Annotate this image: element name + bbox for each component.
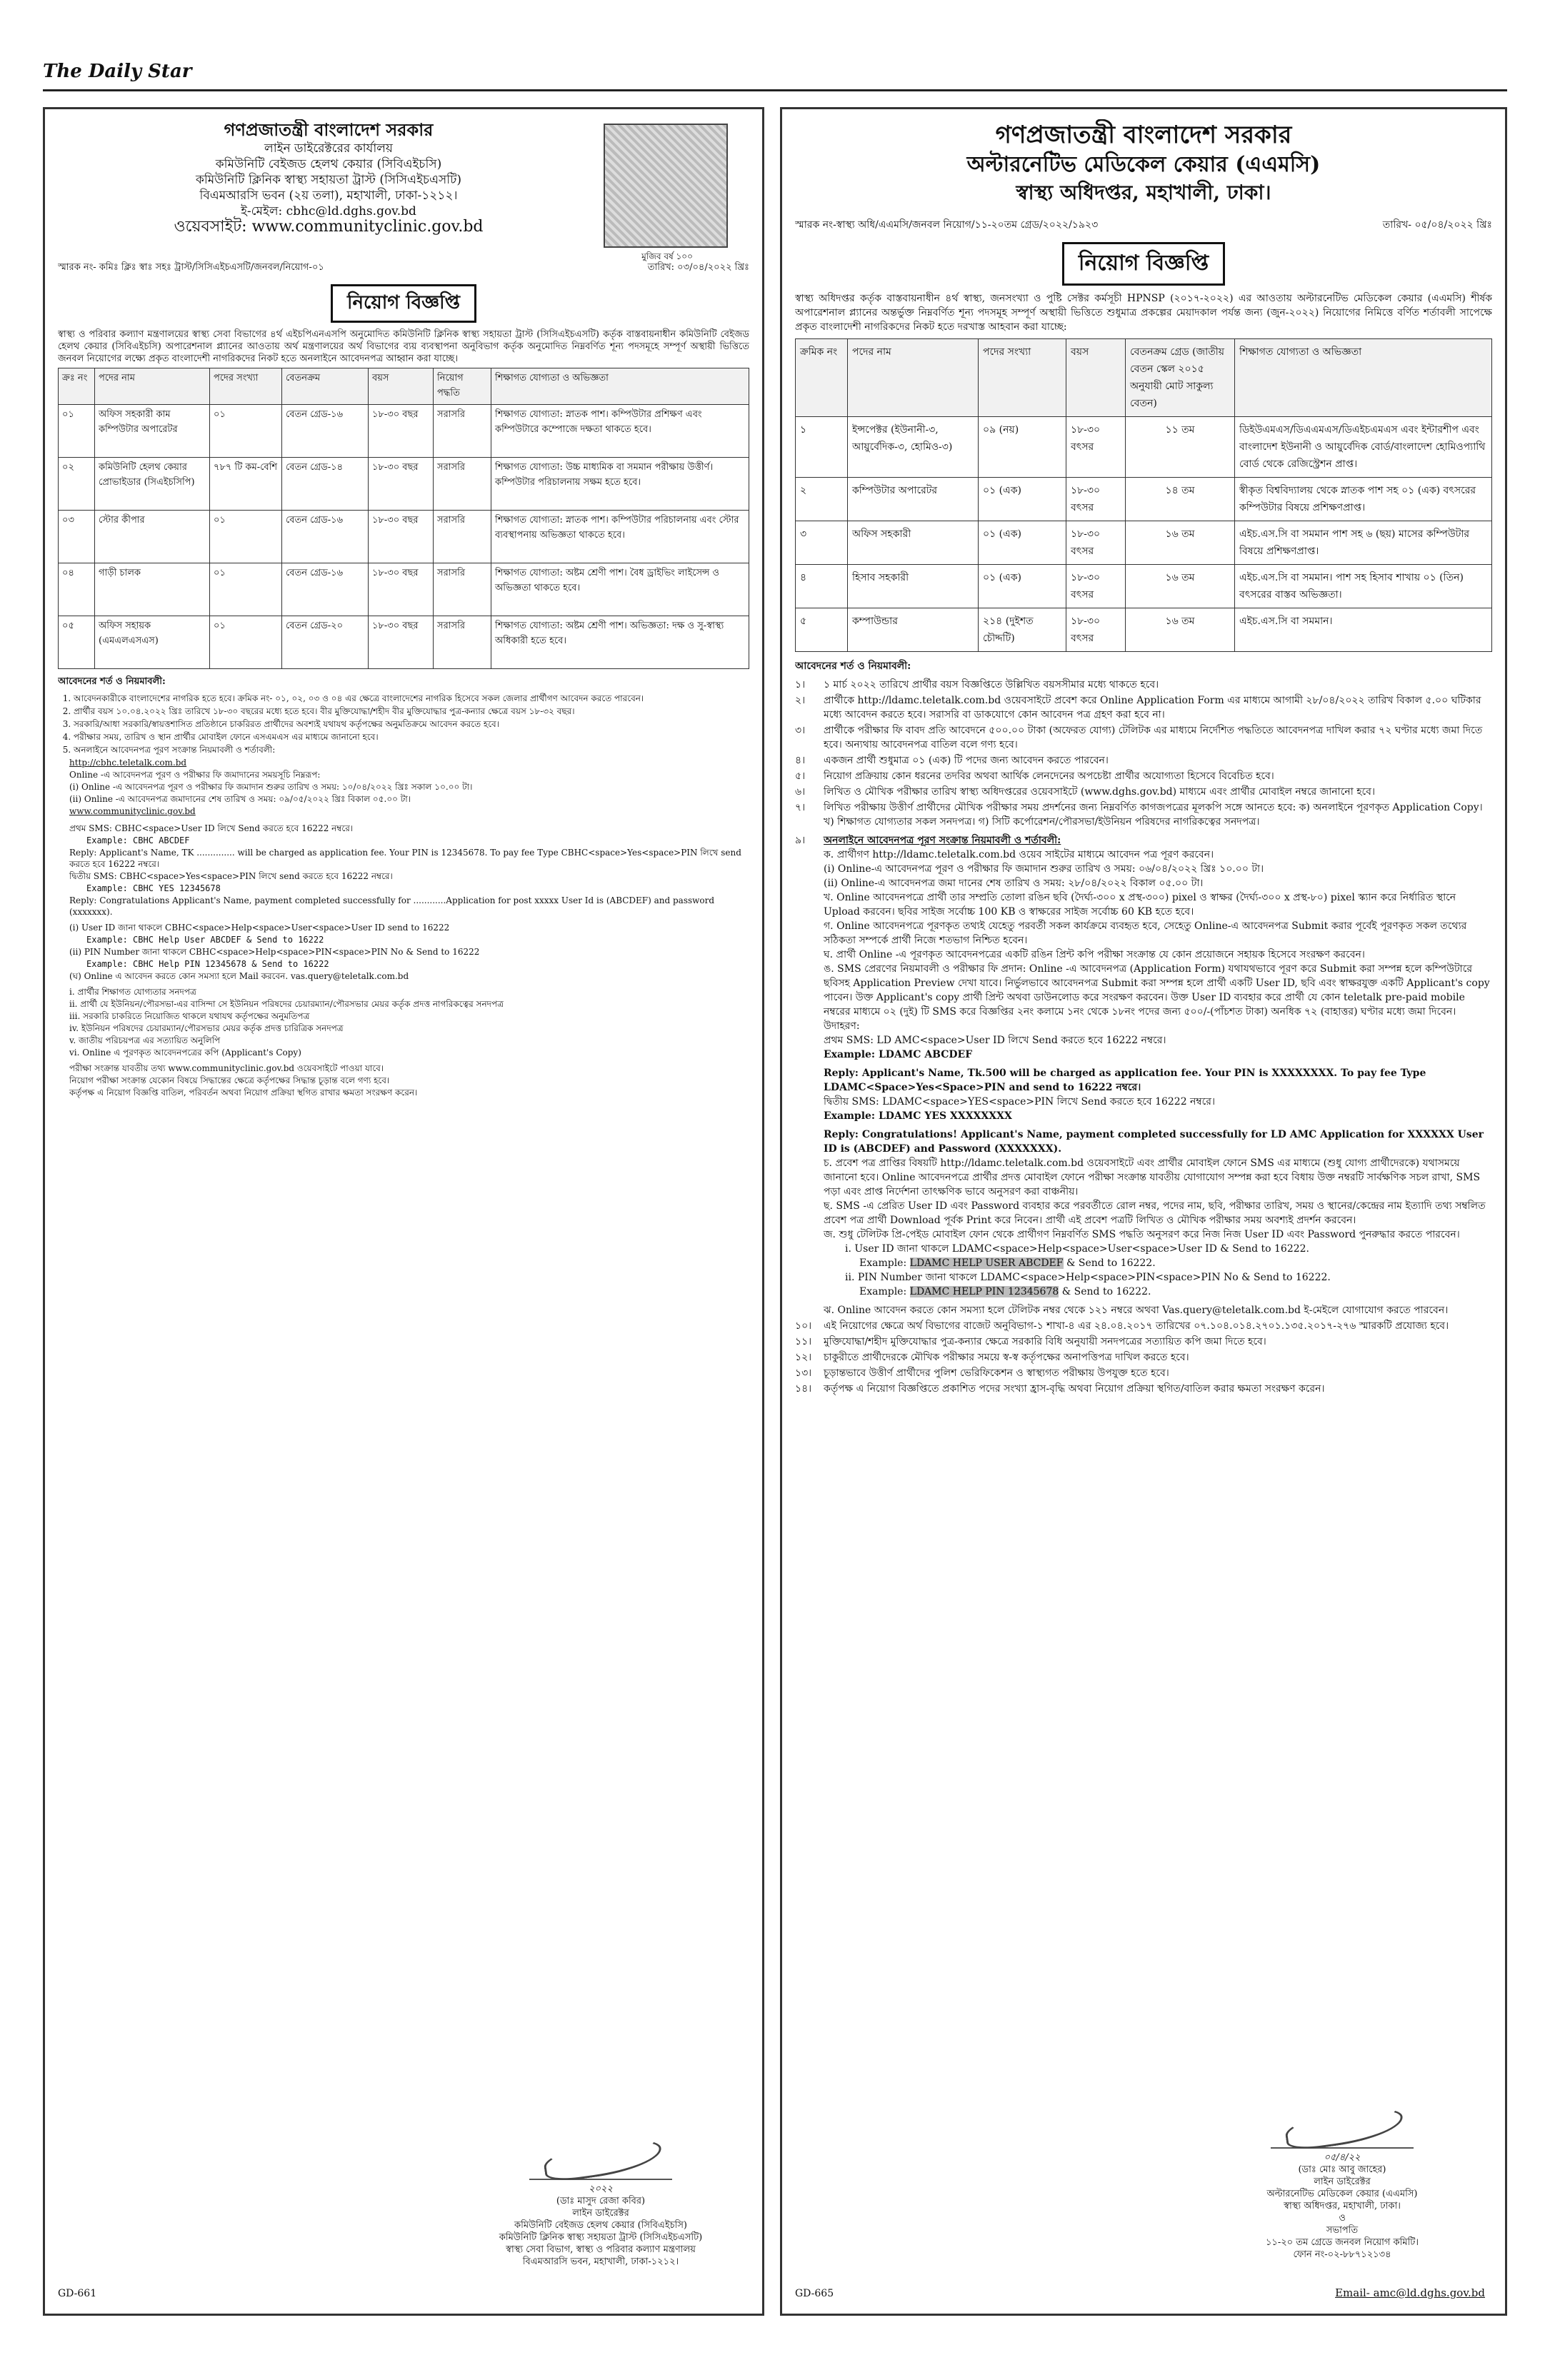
left-advertisement — [43, 107, 764, 2316]
sig-date: ২০২২ — [589, 2184, 613, 2194]
item-text: প্রার্থীকে http://ldamc.teletalk.com.bd ওয়েবসাইটে প্রবেশ করে Online Application Form এর মাধ্যমে আগামী ২৮/০৪/২০২২ তারিখ বিকাল ৫.০০ ঘটিকার মধ্যে আবেদন করতে হবে। সরাসরি বা ডাকযোগে কোন আবেদন পত্র গ্রহণ করা হবে না। — [824, 695, 1481, 720]
example-label: Example: — [859, 1286, 907, 1297]
left-step: Online -এ আবেদনপত্র পূরণ ও পরীক্ষার ফি জমাদানের সময়সূচি নিম্নরূপ: — [69, 770, 321, 780]
item-number: ৪। — [795, 755, 806, 766]
right-memo-number: স্মারক নং-স্বাস্থ্য অধি/এএমসি/জনবল নিয়োগ/১১-২০তম গ্রেড/২০২২/১৯২৩ — [795, 219, 1099, 231]
list-item — [795, 769, 1492, 783]
table-cell: সরাসরি — [434, 458, 491, 511]
sig-line: লাইন ডাইরেক্টর — [1314, 2176, 1371, 2187]
table-cell: ইন্সপেক্টর (ইউনানী-৩, আয়ুর্বেদিক-৩, হোমিও-৩) — [848, 417, 979, 478]
item-text: চাকুরীতে প্রার্থীদেরকে মৌখিক পরীক্ষার সময়ে স্ব-স্ব কর্তৃপক্ষের অনাপত্তিপত্র দাখিল করতে হবে। — [824, 1352, 1189, 1363]
list-item — [795, 1350, 1492, 1365]
left-intro: স্বাস্থ্য ও পরিবার কল্যাণ মন্ত্রণালয়ের স্বাস্থ্য সেবা বিভাগের ৪র্থ এইচপিএনএসপি অনুমোদিত কমিউনিটি ক্লিনিক স্বাস্থ্য সহায়তা ট্রাস্ট (সিসিএইচএসটি) কর্তৃক বাস্তবায়নাধীন কমিউনিটি বেইজড হেলথ কেয়ার (সিবিএইচসি) অপারেশনাল প্ল্যানের আওতায় অর্থ মন্ত্রণালয়ের অর্থ বিভাগের ব্যয় ব্যবস্থাপনা অনুবিভাগ কর্তৃক অনুমোদিত নিম্নবর্ণিত শূন্য পদসমূহে সম্পূর্ণ অস্থায়ী ভিত্তিতে জনবল নিয়োগের লক্ষ্যে প্রকৃত বাংলাদেশী নাগরিকদের নিকট হতে অনলাইনে আবেদনপত্র আহ্বান করা যাচ্ছে। — [58, 329, 749, 364]
left-gd-code: GD-661 — [58, 2288, 97, 2299]
left-step: (i) Online -এ আবেদনপত্র পূরণ ও পরীক্ষার ফি জমাদান শুরুর তারিখ ও সময়: ১০/০৪/২০২২ খ্রিঃ সকাল ১০.০০ টা। — [69, 782, 473, 792]
table-row — [59, 511, 749, 563]
left-help-2: (ii) PIN Number জানা থাকলে CBHC<space>Help<space>PIN<space>PIN No & Send to 16222 — [69, 947, 480, 957]
right-memo-date: তারিখ- ০৫/০৪/২০২২ খ্রিঃ — [1382, 219, 1492, 231]
table-cell: এইচ.এস.সি বা সমমান। — [1235, 608, 1492, 652]
list-item — [795, 693, 1492, 722]
item-text: লিখিত ও মৌখিক পরীক্ষার তারিখ স্বাস্থ্য অধিদপ্তরের ওয়েবসাইটে (www.dghs.gov.bd) মাধ্যমে এবং প্রার্থীর মোবাইল নম্বরে জানানো হবে। — [824, 786, 1375, 798]
table-cell: বেতন গ্রেড-২০ — [282, 616, 369, 669]
item-number: ১৩। — [795, 1367, 812, 1379]
left-sms-2-example: Example: CBHC YES 12345678 — [86, 883, 221, 893]
item-number: ১২। — [795, 1352, 812, 1363]
table-cell: ০৩ — [59, 511, 95, 563]
table-header: বেতনক্রম — [282, 368, 369, 405]
table-cell: ১৬ তম — [1126, 608, 1235, 652]
item-text: লিখিত পরীক্ষায় উত্তীর্ণ প্রার্থীদের মৌখিক পরীক্ষার সময় প্রদর্শনের জন্য নিম্নবর্ণিত কাগজপত্রের মূলকপি সঙ্গে আনতে হবে: ক) অনলাইনে পূরণকৃত Application Copy। খ) শিক্ষাগত যোগ্যতার সকল সনদপত্র। গ) সিটি কর্পোরেশন/পৌরসভা/ইউনিয়ন পরিষদের নাগরিকত্বের সনদপত্র। — [824, 802, 1483, 828]
help-2-example: LDAMC HELP PIN 12345678 — [909, 1286, 1059, 1297]
table-cell: ০৪ — [59, 563, 95, 616]
table-cell: ০২ — [59, 458, 95, 511]
right-header-line: গণপ্রজাতন্ত্রী বাংলাদেশ সরকার — [995, 121, 1292, 149]
right-header-line: স্বাস্থ্য অধিদপ্তর, মহাখালী, ঢাকা। — [1016, 181, 1271, 204]
right-signature-block — [1214, 2104, 1471, 2261]
table-cell: ০১ — [210, 405, 282, 458]
table-row — [59, 616, 749, 669]
left-help-1-example: Example: CBHC Help User ABCDEF & Send to 16222 — [86, 935, 324, 945]
table-cell: অফিস সহায়ক (এমএলএসএস) — [95, 616, 210, 669]
sig-line: ১১-২০ তম গ্রেডে জনবল নিয়োগ কমিটি। — [1265, 2237, 1419, 2248]
left-help-1: (i) User ID জানা থাকলে CBHC<space>Help<space>User<space>User ID send to 16222 — [69, 923, 450, 933]
sms-1-example: Example: LDAMC ABCDEF — [824, 1049, 973, 1060]
table-cell: ১৮-৩০ বছর — [369, 458, 434, 511]
table-cell: এইচ.এস.সি বা সমমান পাশ সহ ৬ (ছয়) মাসের কম্পিউটার বিষয়ে প্রশিক্ষণপ্রাপ্ত। — [1235, 521, 1492, 565]
sms-head: উদাহরণ: — [824, 1020, 860, 1032]
table-row — [796, 521, 1492, 565]
online-date: (ii) Online-এ আবেদনপত্র জমা দানের শেষ তারিখ ও সময়: ২৮/০৪/২০২২ বিকাল ০৫.০০ টা। — [824, 878, 1204, 889]
item-number: ৫। — [795, 770, 806, 782]
reply-2: Reply: Congratulations! Applicant's Name, payment completed successfully for LD AMC Application for XXXXXX User ID is (ABCDEF) and Password (XXXXXXX). — [824, 1129, 1484, 1155]
table-header: ক্রমিক নং — [796, 339, 848, 417]
item-number: ২। — [795, 695, 806, 706]
vas-note: ঝ. Online আবেদন করতে কোন সমস্যা হলে টেলিটক নম্বর থেকে ১২১ নম্বরে অথবা Vas.query@teletalk.com.bd ই-মেইলে যোগাযোগ করতে পারবেন। — [824, 1305, 1449, 1316]
table-cell: ৪ — [796, 565, 848, 608]
table-cell: শিক্ষাগত যোগ্যতা: স্নাতক পাশ। কম্পিউটার পরিচালনায় এবং স্টোর ব্যবস্থাপনায় অভিজ্ঞতা থাকতে হবে। — [491, 511, 749, 563]
item-text: মুক্তিযোদ্ধা/শহীদ মুক্তিযোদ্ধার পুত্র-কন্যার ক্ষেত্রে সরকারি বিধি অনুযায়ী সনদপত্রের সত্যায়িত কপি জমা দিতে হবে। — [824, 1336, 1266, 1347]
table-cell: ২১৪ (দুইশত চৌদ্দটি) — [979, 608, 1066, 652]
table-header: ক্রঃ নং — [59, 368, 95, 405]
online-intro: ক. প্রার্থীগণ http://ldamc.teletalk.com.bd ওয়েব সাইটের মাধ্যমে আবেদন পত্র পূরণ করবেন। — [824, 849, 1214, 860]
table-cell: ১৪ তম — [1126, 478, 1235, 521]
table-cell: ৩ — [796, 521, 848, 565]
table-cell: ডিইউএমএস/ডিএএমএস/ডিএইচএমএস এবং ইন্টারশীপ এবং বাংলাদেশ ইউনানী ও আয়ুর্বেদিক বোর্ড/বাংলাদেশ হোমিওপ্যাথি বোর্ড থেকে রেজিস্ট্রেশন প্রাপ্ত। — [1235, 417, 1492, 478]
left-conditions-title: আবেদনের শর্ত ও নিয়মাবলী: — [58, 676, 166, 687]
item-number: ১০। — [795, 1320, 812, 1332]
sig-line: কমিউনিটি ক্লিনিক স্বাস্থ্য সহায়তা ট্রাস্ট (সিসিএইচএসটি) — [499, 2232, 703, 2243]
item-text: চূড়ান্তভাবে উত্তীর্ণ প্রার্থীদের পুলিশ ভেরিফিকেশন ও স্বাস্থ্যগত পরীক্ষায় উপযুক্ত হতে হবে। — [824, 1367, 1169, 1379]
extra-rule: ছ. SMS -এ প্রেরিত User ID এবং Password ব্যবহার করে পরবর্তীতে রোল নম্বর, পদের নাম, ছবি, পরীক্ষার তারিখ, সময় ও স্থানের/কেন্দ্রের নাম ইত্যাদি তথ্য সম্বলিত প্রবেশ পত্র প্রার্থী Download পূর্বক Print করে নিবেন। প্রার্থী এই প্রবেশ পত্রটি লিখিত ও মৌখিক পরীক্ষার সময় অবশ্যই প্রদর্শন করবেন। — [824, 1200, 1486, 1226]
table-cell: ১৬ তম — [1126, 565, 1235, 608]
sig-line: ও — [1339, 2213, 1346, 2224]
left-sms-1-example: Example: CBHC ABCDEF — [86, 835, 190, 845]
sig-line: কমিউনিটি বেইজড হেলথ কেয়ার (সিবিএইচসি) — [514, 2220, 687, 2231]
sig-line: লাইন ডাইরেক্টর — [572, 2208, 629, 2219]
right-intro: স্বাস্থ্য অধিদপ্তর কর্তৃক বাস্তবায়নাধীন ৪র্থ স্বাস্থ্য, জনসংখ্যা ও পুষ্টি সেক্টর কর্মসূচী HPNSP (২০১৭-২০২২) এর আওতায় অল্টারনেটিভ মেডিকেল কেয়ার (এএমসি) শীর্ষক অপারেশনাল প্ল্যানের অন্তর্ভুক্ত নিম্নবর্ণিত শূন্য পদসমূহ সম্পূর্ণ অস্থায়ী ভিত্তিতে শুধুমাত্র প্রকল্পের মেয়াদকাল পর্যন্ত জন্য (জুন-২০২২) নিয়োগের নিমিত্তে বর্ণিত শর্তাবলী সাপেক্ষে প্রকৃত বাংলাদেশী নাগরিকদের নিকট হতে দরখাস্ত আহবান করা যাচ্ছে: — [795, 293, 1492, 333]
table-header: শিক্ষাগত যোগ্যতা ও অভিজ্ঞতা — [1235, 339, 1492, 417]
table-cell: ২ — [796, 478, 848, 521]
list-item: 1. আবেদনকারীকে বাংলাদেশের নাগরিক হতে হবে। ক্রমিক নং- ০১, ০২, ০৩ ও ০৪ এর ক্ষেত্রে বাংলাদেশের নাগরিক হিসেবে সকল জেলার প্রার্থীগণ আবেদন করতে পারবেন। — [74, 693, 749, 704]
left-memo-date: তারিখ: ০৩/০৪/২০২২ খ্রিঃ — [647, 262, 749, 273]
sig-line: অল্টারনেটিভ মেডিকেল কেয়ার (এএমসি) — [1266, 2189, 1418, 2199]
table-cell: ১৮-৩০ বৎসর — [1066, 565, 1126, 608]
left-doc: v. জাতীয় পরিচয়পত্র এর সত্যায়িত অনুলিপি — [69, 1035, 221, 1045]
slogan: মুজিব বর্ষ ১০০ — [641, 251, 693, 261]
table-cell: ০১ — [59, 405, 95, 458]
table-cell: ১৮-৩০ বৎসর — [1066, 521, 1126, 565]
item-number: ১৪। — [795, 1383, 812, 1395]
masthead: The Daily Star — [43, 61, 192, 82]
help-1: i. User ID জানা থাকলে LDAMC<space>Help<space>User<space>User ID & Send to 16222. — [845, 1243, 1310, 1255]
table-cell: ১৮-৩০ বছর — [369, 616, 434, 669]
left-doc: iii. সরকারি চাকরিতে নিয়োজিত থাকলে যথাযথ কর্তৃপক্ষের অনুমতিপত্র — [69, 1011, 310, 1021]
left-header-line: কমিউনিটি ক্লিনিক স্বাস্থ্য সহায়তা ট্রাস্ট (সিসিএইচএসটি) — [195, 173, 462, 187]
list-item: 2. প্রার্থীর বয়স ১০.০৪.২০২২ খ্রিঃ তারিখে ১৮-৩০ বছরের মধ্যে হতে হবে। বীর মুক্তিযোদ্ধা/শহীদ বীর মুক্তিযোদ্ধার পুত্র-কন্যার ক্ষেত্রে বয়স ১৮-৩২ বছর। — [74, 706, 749, 717]
list-item — [795, 1335, 1492, 1349]
left-website: ওয়েবসাইট: www.communityclinic.gov.bd — [174, 218, 484, 236]
table-row — [796, 565, 1492, 608]
table-cell: স্বীকৃত বিশ্ববিদ্যালয় থেকে স্নাতক পাশ সহ ০১ (এক) বৎসরের কম্পিউটার বিষয়ে প্রশিক্ষণপ্রাপ্ত। — [1235, 478, 1492, 521]
help-1-example: LDAMC HELP USER ABCDEF — [909, 1257, 1064, 1269]
table-row — [796, 417, 1492, 478]
right-conditions-title: আবেদনের শর্ত ও নিয়মাবলী: — [795, 661, 911, 672]
table-header: নিয়োগ পদ্ধতি — [434, 368, 491, 405]
table-cell: ১৮-৩০ বৎসর — [1066, 417, 1126, 478]
table-cell: ১৮-৩০ বছর — [369, 405, 434, 458]
help-2: ii. PIN Number জানা থাকলে LDAMC<space>Help<space>PIN<space>PIN No & Send to 16222. — [845, 1272, 1331, 1283]
right-gd-code: GD-665 — [795, 2288, 834, 2299]
online-rule: ঙ. SMS প্রেরণের নিয়মাবলী ও পরীক্ষার ফি প্রদান: Online -এ আবেদনপত্র (Application Form) যথাযথভাবে পূরণ করে Submit করা সম্পন্ন হলে কম্পিউটারে ছবিসহ Application Preview দেখা যাবে। নির্ভুলভাবে আবেদনপত্র Submit করা সম্পন্ন হলে প্রার্থী একটি User ID, ছবি এবং স্বাক্ষরযুক্ত একটি Applicant's copy পাবেন। উক্ত Applicant's copy প্রার্থী প্রিন্ট অথবা ডাউনলোড করে সংরক্ষণ করবেন। উক্ত User ID ব্যবহার করে প্রার্থী যে কোন teletalk pre-paid mobile নম্বরের মাধ্যমে ০২ (দুই) টি SMS করে বিজ্ঞপ্তির ২নং কলামে ১নং থেকে ১৮নং পদের জন্য ৫০০/-(পাঁচশত টাকা) অনধিক ৭২ (বাহাত্তর) ঘণ্টার মধ্যে জমা দিবেন। — [824, 963, 1490, 1018]
item-number: ১। — [795, 679, 806, 691]
left-doc: ii. প্রার্থী যে ইউনিয়ন/পৌরসভা-এর বাসিন্দা সে ইউনিয়ন পরিষদের চেয়ারম্যান/পৌরসভার মেয়র কর্তৃক প্রদত্ত নাগরিকত্বের সনদপত্র — [69, 999, 504, 1009]
list-item — [795, 800, 1492, 829]
table-cell: কমিউনিটি হেলথ কেয়ার প্রোভাইডার (সিএইচসিপি) — [95, 458, 210, 511]
online-section: ৯। অনলাইনে আবেদনপত্র পূরণ সংক্রান্ত নিয়মাবলী ও শর্তাবলী: ক. প্রার্থীগণ http://ldamc.teletalk.com.bd ওয়েব সাইটের মাধ্যমে আবেদন পত্র পূরণ করবেন। (i) Online-এ আবেদনপত্র পূরণ ও পরীক্ষার ফি জমাদান শুরুর তারিখ ও সময়: ০৬/০৪/২০২২ খ্রিঃ ১০.০০ টা। (ii) Online-এ আবেদনপত্র জমা দানের শেষ তারিখ ও সময়: ২৮/০৪/২০২২ বিকাল ০৫.০০ টা। খ. Online আবেদনপত্রে প্রার্থী তার সম্প্রতি তোলা রঙিন ছবি (দৈর্ঘ্য-৩০০ x প্রস্থ-৩০০) pixel ও স্বাক্ষর (দৈর্ঘ্য-৩০০ x প্রস্থ-৮০) pixel স্ক্যান করে নির্ধারিত স্থানে Upload করবেন। ছবির সাইজ সর্বোচ্চ 100 KB ও স্বাক্ষরের সাইজ সর্বোচ্চ 60 KB হতে হবে। গ. Online আবেদনপত্রে পূরণকৃত তথ্যই যেহেতু পরবর্তী সকল কার্যক্রমে ব্যবহৃত হবে, সেহেতু Online-এ আবেদনপত্র Submit করার পূর্বেই পূরণকৃত সকল তথ্যের সঠিকতা সম্পর্কে প্রার্থী নিজে শতভাগ নিশ্চিত হবেন। ঘ. প্রার্থী Online -এ পূরণকৃত আবেদনপত্রের একটি রঙিন প্রিন্ট কপি পরীক্ষা সংক্রান্ত যে কোন প্রয়োজনে সহায়ক হিসেবে সংরক্ষণ করবেন। ঙ. SMS প্রেরণের নিয়মাবলী ও পরীক্ষার ফি প্রদান: Online -এ আবেদনপত্র (Application Form) যথাযথভাবে পূরণ করে Submit করা সম্পন্ন হলে কম্পিউটারে ছবিসহ Application Preview দেখা যাবে। নির্ভুলভাবে আবেদনপত্র Submit করা সম্পন্ন হলে প্রার্থী একটি User ID, ছবি এবং স্বাক্ষরযুক্ত একটি Applicant's copy পাবেন। উক্ত Applicant's copy প্রার্থী প্রিন্ট অথবা ডাউনলোড করে সংরক্ষণ করবেন। উক্ত User ID ব্যবহার করে প্রার্থী যে কোন teletalk pre-paid mobile নম্বরের মাধ্যমে ০২ (দুই) টি SMS করে বিজ্ঞপ্তির ২নং কলামে ১নং থেকে ১৮নং পদের জন্য ৫০০/-(পাঁচশত টাকা) অনধিক ৭২ (বাহাত্তর) ঘণ্টার মধ্যে জমা দিবেন। উদাহরণ: প্রথম SMS: LD AMC<space>User ID লিখে Send করতে হবে 16222 নম্বরে। Example: LDAMC ABCDEF Reply: Applicant's Name, Tk.500 will be charged as application fee. Your PIN is XXXXXXXX. To pay fee Type LDAMC<Space>Yes<Space>PIN and send to 16222 নম্বরে। দ্বিতীয় SMS: LDAMC<space>YES<space>PIN লিখে Send করতে হবে 16222 নম্বরে। Example: LDAMC YES XXXXXXXX Reply: Congratulations! Applicant's Name, payment completed successfully for LD AMC Application for XXXXXX User ID is (ABCDEF) and Password (XXXXXXX). চ. প্রবেশ পত্র প্রাপ্তির বিষয়টি http://ldamc.teletalk.com.bd ওয়েবসাইটে এবং প্রার্থীর মোবাইল ফোনে SMS এর মাধ্যমে (শুধু যোগ্য প্রার্থীদেরকে) যথাসময়ে জানানো হবে। Online আবেদনপত্রে প্রার্থীর প্রদত্ত মোবাইল ফোনে পরীক্ষা সংক্রান্ত যাবতীয় যোগাযোগ সম্পন্ন করা হবে বিধায় উক্ত নম্বরটি সার্বক্ষণিক সচল রাখা, SMS পড়া এবং প্রাপ্ত নির্দেশনা তাৎক্ষণিক ভাবে অনুসরণ করা বাঞ্চনীয়। ছ. SMS -এ প্রেরিত User ID এবং Password ব্যবহার করে পরবর্তীতে রোল নম্বর, পদের নাম, ছবি, পরীক্ষার তারিখ, সময় ও স্থানের/কেন্দ্রের নাম ইত্যাদি তথ্য সম্বলিত প্রবেশ পত্র প্রার্থী Download পূর্বক Print করে নিবেন। প্রার্থী এই প্রবেশ পত্রটি লিখিত ও মৌখিক পরীক্ষার সময় অবশ্যই প্রদর্শন করবেন। জ. শুধু টেলিটক প্রি-পেইড মোবাইল ফোন থেকে প্রার্থীগণ নিম্নবর্ণিত SMS পদ্ধতি অনুসরণ করে নিজ নিজ User ID এবং Password পুনরুদ্ধার করতে পারবেন। i. User ID জানা থাকলে LDAMC<space>Help<space>User<space>User ID & Send to 16222. Example: LDAMC HELP USER ABCDEF & Send to 16222. ii. PIN Number জানা থাকলে LDAMC<space>Help<space>PIN<space>PIN No & Send to 16222. Example: LDAMC HELP PIN 12345678 & Send to 16222. ঝ. Online আবেদন করতে কোন সমস্যা হলে টেলিটক নম্বর থেকে ১২১ নম্বরে অথবা Vas.query@teletalk.com.bd ই-মেইলে যোগাযোগ করতে পারবেন। — [795, 833, 1492, 1317]
left-website-link[interactable]: www.communityclinic.gov.bd — [69, 806, 196, 816]
left-email: ই-মেইল: cbhc@ld.dghs.gov.bd — [241, 204, 416, 219]
item-number: ৩। — [795, 725, 806, 736]
right-post-table — [795, 338, 1492, 652]
signature-scribble — [1271, 2104, 1414, 2149]
online-url-link[interactable]: http://cbhc.teletalk.com.bd — [69, 758, 187, 768]
online-rule: খ. Online আবেদনপত্রে প্রার্থী তার সম্প্রতি তোলা রঙিন ছবি (দৈর্ঘ্য-৩০০ x প্রস্থ-৩০০) pixel ও স্বাক্ষর (দৈর্ঘ্য-৩০০ x প্রস্থ-৮০) pixel স্ক্যান করে নির্ধারিত স্থানে Upload করবেন। ছবির সাইজ সর্বোচ্চ 100 KB ও স্বাক্ষরের সাইজ সর্বোচ্চ 60 KB হতে হবে। — [824, 892, 1456, 918]
table-cell: সরাসরি — [434, 616, 491, 669]
sig-line: স্বাস্থ্য অধিদপ্তর, মহাখালী, ঢাকা। — [1284, 2201, 1401, 2211]
table-header: বেতনক্রম গ্রেড (জাতীয় বেতন স্কেল ২০১৫ অনুযায়ী মোট সাকুল্য বেতন) — [1126, 339, 1235, 417]
table-cell: শিক্ষাগত যোগ্যতা: অষ্টম শ্রেণী পাশ। বৈধ ড্রাইভিং লাইসেন্স ও অভিজ্ঞতা থাকতে হবে। — [491, 563, 749, 616]
left-doc: iv. ইউনিয়ন পরিষদের চেয়ারম্যান/পৌরসভার মেয়র কর্তৃক প্রদত্ত চারিত্রিক সনদপত্র — [69, 1023, 344, 1033]
table-cell: বেতন গ্রেড-১৬ — [282, 563, 369, 616]
help-2-example-line — [859, 1285, 1492, 1299]
table-cell: গাড়ী চালক — [95, 563, 210, 616]
portrait-image — [604, 124, 728, 248]
left-step: (ii) Online -এ আবেদনপত্র জমাদানের শেষ তারিখ ও সময়: ০৯/০৫/২০২২ খ্রিঃ বিকাল ০৫.০০ টা। — [69, 794, 411, 804]
left-conditions-list — [58, 693, 749, 755]
item-text: প্রার্থীকে পরীক্ষার ফি বাবদ প্রতি আবেদনে ৫০০.০০ টাকা (অফেরত যোগ্য) টেলিটক এর মাধ্যমে নির্দেশিত পদ্ধতিতে আবেদনপত্র দাখিল করার ৭২ ঘণ্টার মধ্যে জমা দিতে হবে। অন্যথায় আবেদনপত্র বাতিল বলে গণ্য হবে। — [824, 725, 1483, 750]
item-text: এই নিয়োগের ক্ষেত্রে অর্থ বিভাগের বাজেট অনুবিভাগ-১ শাখা-৪ এর ২৪.০৪.২০১৭ তারিখের ০৭.১০৪.০১৪.২৭০১.১৩৫.২০১৭-২৭৬ স্মারকটি প্রযোজ্য হবে। — [824, 1320, 1449, 1332]
table-cell: কম্পাউন্ডার — [848, 608, 979, 652]
table-cell: ১৮-৩০ বৎসর — [1066, 608, 1126, 652]
table-header: পদের নাম — [848, 339, 979, 417]
left-closing: নিয়োগ পরীক্ষা সংক্রান্ত যেকোন বিষয়ে সিদ্ধান্তের ক্ষেত্রে কর্তৃপক্ষের সিদ্ধান্ত চূড়ান্ত বলে গণ্য হবে। — [69, 1075, 390, 1085]
table-cell: ১১ তম — [1126, 417, 1235, 478]
left-header-line: কমিউনিটি বেইজড হেলথ কেয়ার (সিবিএইচসি) — [215, 157, 442, 171]
item-number: ১১। — [795, 1336, 812, 1347]
table-cell: ০৯ (নয়) — [979, 417, 1066, 478]
table-cell: হিসাব সহকারী — [848, 565, 979, 608]
item-number: ৭। — [795, 802, 806, 813]
sig-line: ফোন নং-০২-৮৮৭১২১৩৪ — [1293, 2249, 1391, 2260]
table-cell: ০১ — [210, 563, 282, 616]
table-cell: ০১ — [210, 511, 282, 563]
sig-line: (ডাঃ মোঃ আবু জাহের) — [1298, 2164, 1386, 2175]
table-cell: শিক্ষাগত যোগ্যতা: অষ্টম শ্রেণী পাশ। অভিজ্ঞতা: দক্ষ ও সু-স্বাস্থ্য অধিকারী হতে হবে। — [491, 616, 749, 669]
table-header: বয়স — [369, 368, 434, 405]
table-cell: বেতন গ্রেড-১৪ — [282, 458, 369, 511]
right-header-line: অল্টারনেটিভ মেডিকেল কেয়ার (এএমসি) — [966, 152, 1321, 177]
table-cell: ০৫ — [59, 616, 95, 669]
online-rule: গ. Online আবেদনপত্রে পূরণকৃত তথ্যই যেহেতু পরবর্তী সকল কার্যক্রমে ব্যবহৃত হবে, সেহেতু Online-এ আবেদনপত্র Submit করার পূর্বেই পূরণকৃত সকল তথ্যের সঠিকতা সম্পর্কে প্রার্থী নিজে শতভাগ নিশ্চিত হবেন। — [824, 920, 1467, 946]
table-cell: সরাসরি — [434, 405, 491, 458]
sig-date: ০৫/৪/২২ — [1324, 2152, 1361, 2163]
table-header: পদের নাম — [95, 368, 210, 405]
item-number: ৬। — [795, 786, 806, 798]
extra-rule: জ. শুধু টেলিটক প্রি-পেইড মোবাইল ফোন থেকে প্রার্থীগণ নিম্নবর্ণিত SMS পদ্ধতি অনুসরণ করে নিজ নিজ User ID এবং Password পুনরুদ্ধার করতে পারবেন। — [824, 1229, 1460, 1240]
left-reply-2: Reply: Congratulations Applicant's Name, payment completed successfully for ............Application for post xxxxx User Id is (ABCDEF) and password (xxxxxxx). — [69, 895, 715, 917]
left-sms-2: দ্বিতীয় SMS: CBHC<space>Yes<space>PIN লিখে send করতে হবে 16222 নম্বরে। — [69, 871, 393, 881]
sig-line: স্বাস্থ্য সেবা বিভাগ, স্বাস্থ্য ও পরিবার কল্যাণ মন্ত্রণালয় — [506, 2244, 696, 2255]
item-text: কর্তৃপক্ষ এ নিয়োগ বিজ্ঞপ্তিতে প্রকাশিত পদের সংখ্যা হ্রাস-বৃদ্ধি অথবা নিয়োগ প্রক্রিয়া স্থগিত/বাতিল করার ক্ষমতা সংরক্ষণ করেন। — [824, 1383, 1325, 1395]
list-item: 4. পরীক্ষার সময়, তারিখ ও স্থান প্রার্থীর মোবাইল ফোনে এসএমএস এর মাধ্যমে জানানো হবে। — [74, 731, 749, 743]
right-title: নিয়োগ বিজ্ঞপ্তি — [1062, 242, 1225, 286]
help-1-tail: & Send to 16222. — [1066, 1257, 1156, 1269]
table-cell: অফিস সহকারী — [848, 521, 979, 565]
help-2-tail: & Send to 16222. — [1061, 1286, 1151, 1297]
list-item — [795, 785, 1492, 799]
list-item — [795, 678, 1492, 692]
signature-scribble — [529, 2136, 672, 2180]
item-text: ১ মার্চ ২০২২ তারিখে প্রার্থীর বয়স বিজ্ঞপ্তিতে উল্লিখিত বয়সসীমার মধ্যে থাকতে হবে। — [824, 679, 1159, 691]
table-cell: ০১ (এক) — [979, 478, 1066, 521]
table-header: শিক্ষাগত যোগ্যতা ও অভিজ্ঞতা — [491, 368, 749, 405]
left-vas: (ঘ) Online এ আবেদন করতে কোন সমস্যা হলে Mail করবেন. vas.query@teletalk.com.bd — [69, 971, 409, 981]
table-cell: সরাসরি — [434, 563, 491, 616]
list-item — [795, 1366, 1492, 1380]
table-cell: ০১ — [210, 616, 282, 669]
item-text: একজন প্রার্থী শুধুমাত্র ০১ (এক) টি পদের জন্য আবেদন করতে পারবেন। — [824, 755, 1109, 766]
right-advertisement — [780, 107, 1507, 2316]
table-cell: ১ — [796, 417, 848, 478]
table-cell: শিক্ষাগত যোগ্যতা: উচ্চ মাধ্যমিক বা সমমান পরীক্ষায় উত্তীর্ণ। কম্পিউটার পরিচালনায় সক্ষম হতে হবে। — [491, 458, 749, 511]
table-cell: ৭৮৭ টি কম-বেশি — [210, 458, 282, 511]
table-cell: বেতন গ্রেড-১৬ — [282, 511, 369, 563]
table-cell: ০১ (এক) — [979, 521, 1066, 565]
list-item: 3. সরকারি/আধা সরকারি/স্বায়ত্তশাসিত প্রতিষ্ঠানে চাকরিরত প্রার্থীদের অবশ্যই যথাযথ কর্তৃপক্ষের অনুমতিক্রমে আবেদন করতে হবে। — [74, 718, 749, 730]
sig-line: বিএমআরসি ভবন, মহাখালী, ঢাকা-১২১২। — [522, 2256, 679, 2267]
left-header — [58, 119, 599, 235]
right-header — [795, 119, 1492, 206]
left-title: নিয়োগ বিজ্ঞপ্তি — [331, 284, 476, 323]
right-email-link[interactable]: Email- amc@ld.dghs.gov.bd — [1335, 2286, 1485, 2299]
online-date: (i) Online-এ আবেদনপত্র পূরণ ও পরীক্ষার ফি জমাদান শুরুর তারিখ ও সময়: ০৬/০৪/২০২২ খ্রিঃ ১০.০০ টা। — [824, 863, 1264, 875]
list-item — [795, 723, 1492, 752]
sig-line: (ডাঃ মাসুদ রেজা কবির) — [556, 2196, 646, 2206]
table-header: বয়স — [1066, 339, 1126, 417]
table-row — [59, 405, 749, 458]
table-cell: বেতন গ্রেড-১৬ — [282, 405, 369, 458]
left-post-table — [58, 368, 749, 669]
table-cell: ০১ (এক) — [979, 565, 1066, 608]
left-header-line: লাইন ডাইরেক্টরের কার্যালয় — [264, 141, 393, 156]
table-cell: কম্পিউটার অপারেটর — [848, 478, 979, 521]
left-signature-block — [458, 2136, 744, 2268]
left-closing: কর্তৃপক্ষ এ নিয়োগ বিজ্ঞপ্তি বাতিল, পরিবর্তন অথবা নিয়োগ প্রক্রিয়া স্থগিত রাখার ক্ষমতা সংরক্ষণ করেন। — [69, 1088, 418, 1098]
left-closing: পরীক্ষা সংক্রান্ত যাবতীয় তথ্য www.communityclinic.gov.bd ওয়েবসাইটে পাওয়া যাবে। — [69, 1063, 384, 1073]
sms-2-example: Example: LDAMC YES XXXXXXXX — [824, 1110, 1012, 1122]
table-cell: স্টোর কীপার — [95, 511, 210, 563]
list-item — [795, 1319, 1492, 1333]
list-item — [795, 753, 1492, 768]
table-cell: এইচ.এস.সি বা সমমান। পাশ সহ হিসাব শাখায় ০১ (তিন) বৎসরের বাস্তব অভিজ্ঞতা। — [1235, 565, 1492, 608]
table-cell: অফিস সহকারী কাম কম্পিউটার অপারেটর — [95, 405, 210, 458]
help-1-example-line — [859, 1256, 1492, 1270]
left-doc: i. প্রার্থীর শিক্ষাগত যোগ্যতার সনদপত্র — [69, 987, 196, 997]
left-header-line: বিএমআরসি ভবন (২য় তলা), মহাখালী, ঢাকা-১২১২। — [199, 189, 458, 203]
list-item — [795, 1382, 1492, 1396]
extra-rule: চ. প্রবেশ পত্র প্রাপ্তির বিষয়টি http://ldamc.teletalk.com.bd ওয়েবসাইটে এবং প্রার্থীর মোবাইল ফোনে SMS এর মাধ্যমে (শুধু যোগ্য প্রার্থীদেরকে) যথাসময়ে জানানো হবে। Online আবেদনপত্রে প্রার্থীর প্রদত্ত মোবাইল ফোনে পরীক্ষা সংক্রান্ত যাবতীয় যোগাযোগ সম্পন্ন করা হবে বিধায় উক্ত নম্বরটি সার্বক্ষণিক সচল রাখা, SMS পড়া এবং প্রাপ্ত নির্দেশনা তাৎক্ষণিক ভাবে অনুসরণ করা বাঞ্চনীয়। — [824, 1158, 1481, 1197]
left-memo-number: স্মারক নং- কমিঃ ক্লিঃ স্বাঃ সহঃ ট্রাস্ট/সিসিএইচএসটি/জনবল/নিয়োগ-০১ — [58, 262, 324, 273]
table-row — [59, 458, 749, 511]
table-row — [796, 608, 1492, 652]
sms-2: দ্বিতীয় SMS: LDAMC<space>YES<space>PIN লিখে Send করতে হবে 16222 নম্বরে। — [824, 1096, 1215, 1108]
left-doc: vi. Online এ পূরণকৃত আবেদনপত্রের কপি (Applicant's Copy) — [69, 1048, 301, 1058]
online-title: অনলাইনে আবেদনপত্র পূরণ সংক্রান্ত নিয়মাবলী ও শর্তাবলী: — [824, 835, 1061, 846]
masthead-rule — [43, 89, 1507, 91]
table-cell: ১৬ তম — [1126, 521, 1235, 565]
table-cell: ৫ — [796, 608, 848, 652]
table-cell: ১৮-৩০ বছর — [369, 563, 434, 616]
reply-1: Reply: Applicant's Name, Tk.500 will be charged as application fee. Your PIN is XXXXXXXX. To pay fee Type LDAMC<Space>Yes<Space>PIN and send to 16222 নম্বরে। — [824, 1068, 1426, 1093]
left-sms-1: প্রথম SMS: CBHC<space>User ID লিখে Send করতে হবে 16222 নম্বরে। — [69, 823, 354, 833]
left-help-2-example: Example: CBHC Help PIN 12345678 & Send to 16222 — [86, 959, 329, 969]
left-header-line: গণপ্রজাতন্ত্রী বাংলাদেশ সরকার — [224, 119, 434, 140]
table-cell: ১৮-৩০ বছর — [369, 511, 434, 563]
list-item: 5. অনলাইনে আবেদনপত্র পূরণ সংক্রান্ত নিয়মাবলী ও শর্তাবলী: — [74, 744, 749, 755]
table-cell: সরাসরি — [434, 511, 491, 563]
left-reply-1: Reply: Applicant's Name, TK .............. will be charged as application fee. Your PIN is 12345678. To pay fee Type CBHC<space>Yes<space>PIN লিখে send করতে হবে 16222 নম্বরে। — [69, 848, 741, 869]
table-row — [59, 563, 749, 616]
sig-line: সভাপতি — [1326, 2225, 1359, 2236]
online-rule: ঘ. প্রার্থী Online -এ পূরণকৃত আবেদনপত্রের একটি রঙিন প্রিন্ট কপি পরীক্ষা সংক্রান্ত যে কোন প্রয়োজনে সহায়ক হিসেবে সংরক্ষণ করবেন। — [824, 949, 1365, 960]
example-label: Example: — [859, 1257, 907, 1269]
table-cell: শিক্ষাগত যোগ্যতা: স্নাতক পাশ। কম্পিউটার প্রশিক্ষণ এবং কম্পিউটারে কম্পোজে দক্ষতা থাকতে হবে। — [491, 405, 749, 458]
sms-1: প্রথম SMS: LD AMC<space>User ID লিখে Send করতে হবে 16222 নম্বরে। — [824, 1035, 1166, 1046]
table-header: পদের সংখ্যা — [979, 339, 1066, 417]
table-cell: ১৮-৩০ বৎসর — [1066, 478, 1126, 521]
table-header: পদের সংখ্যা — [210, 368, 282, 405]
table-row — [796, 478, 1492, 521]
item-text: নিয়োগ প্রক্রিয়ায় কোন ধরনের তদবির অথবা আর্থিক লেনদেনের অপচেষ্টা প্রার্থীর অযোগ্যতা হিসেবে বিবেচিত হবে। — [824, 770, 1274, 782]
